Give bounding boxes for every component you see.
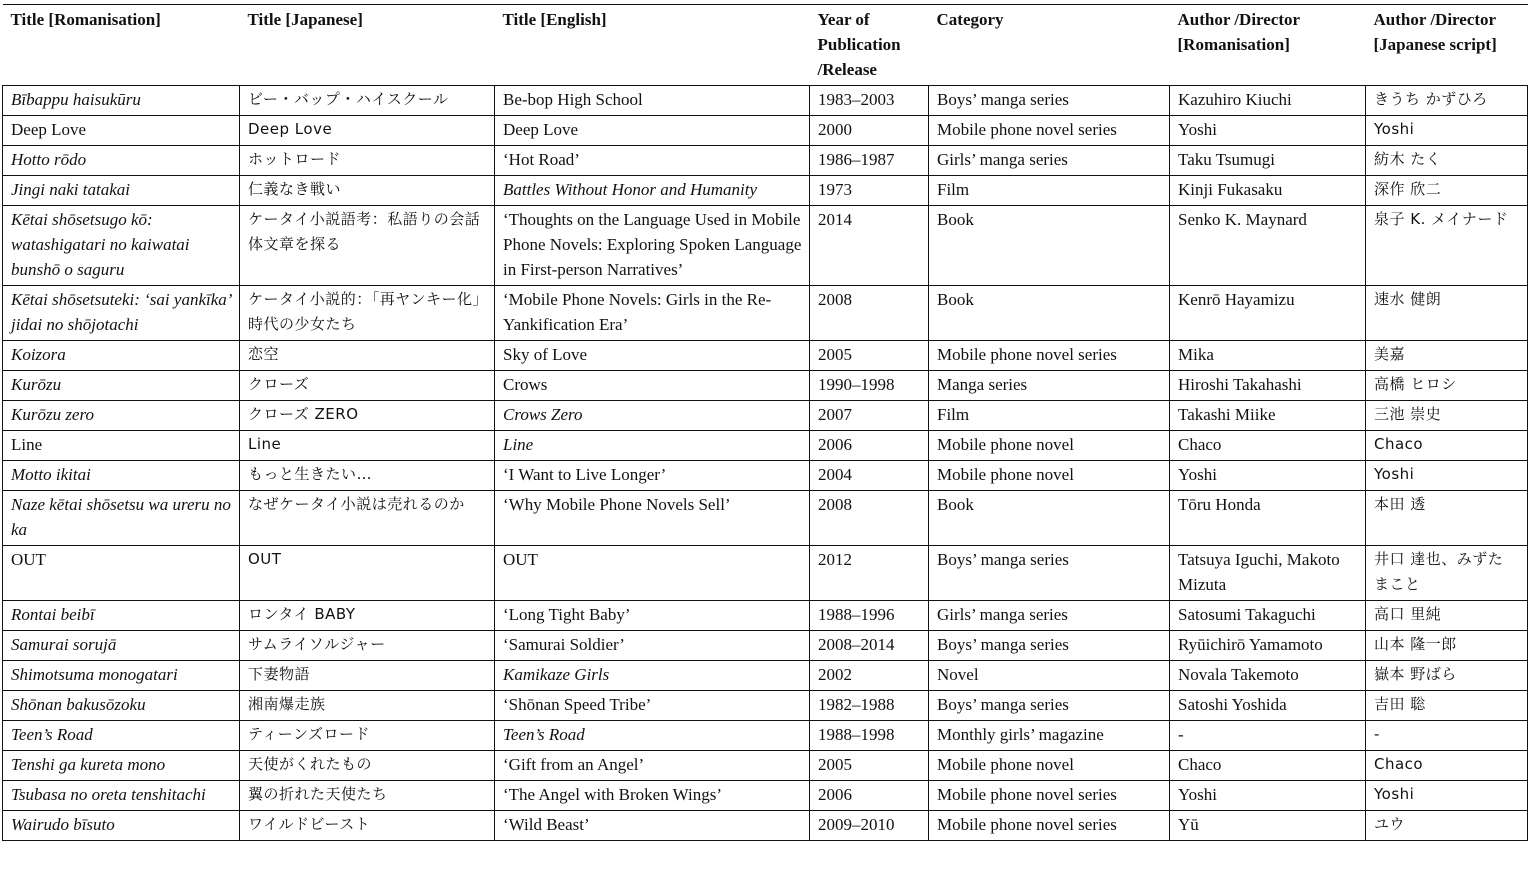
cell-title-english: ‘Wild Beast’ [495,811,810,841]
cell-title-english: Crows Zero [495,401,810,431]
cell-year: 2008–2014 [810,631,929,661]
table-row [3,146,1528,176]
cell-category: Film [929,401,1170,431]
cell-title-english: ‘I Want to Live Longer’ [495,461,810,491]
cell-title-romanisation: Shōnan bakusōzoku [3,691,240,721]
cell-author-japanese: Chaco [1366,751,1528,781]
cell-title-japanese: もっと生きたい… [240,461,495,491]
table-row [3,491,1528,546]
cell-title-japanese: クローズ [240,371,495,401]
cell-title-japanese: ビー・バップ・ハイスクール [240,86,495,116]
table-row [3,631,1528,661]
table-row [3,116,1528,146]
cell-year: 1988–1998 [810,721,929,751]
cell-author-japanese: 吉田 聡 [1366,691,1528,721]
cell-title-japanese: Deep Love [240,116,495,146]
cell-author-romanisation: Kenrō Hayamizu [1170,286,1366,341]
table-row [3,431,1528,461]
cell-title-english: Battles Without Honor and Humanity [495,176,810,206]
cell-title-english: Teen’s Road [495,721,810,751]
cell-author-romanisation: Mika [1170,341,1366,371]
cell-author-japanese: 高橋 ヒロシ [1366,371,1528,401]
table-row [3,401,1528,431]
cell-year: 1982–1988 [810,691,929,721]
cell-year: 2000 [810,116,929,146]
cell-author-japanese: 本田 透 [1366,491,1528,546]
cell-title-english: Line [495,431,810,461]
cell-title-japanese: サムライソルジャー [240,631,495,661]
cell-title-japanese: ロンタイ BABY [240,601,495,631]
cell-category: Monthly girls’ magazine [929,721,1170,751]
cell-category: Book [929,206,1170,286]
cell-title-english: ‘Mobile Phone Novels: Girls in the Re-Yankification Era’ [495,286,810,341]
cell-year: 2008 [810,286,929,341]
cell-year: 1986–1987 [810,146,929,176]
cell-author-romanisation: Yū [1170,811,1366,841]
cell-category: Boys’ manga series [929,546,1170,601]
table-row [3,781,1528,811]
cell-category: Book [929,286,1170,341]
cell-author-japanese: 紡木 たく [1366,146,1528,176]
cell-category: Film [929,176,1170,206]
works-table-container [2,4,1527,841]
cell-author-romanisation: Takashi Miike [1170,401,1366,431]
cell-author-japanese: 井口 達也、みずた まこと [1366,546,1528,601]
cell-category: Novel [929,661,1170,691]
cell-title-romanisation: Samurai sorujā [3,631,240,661]
cell-title-romanisation: Kurōzu zero [3,401,240,431]
cell-author-romanisation: Yoshi [1170,781,1366,811]
cell-title-english: OUT [495,546,810,601]
cell-category: Manga series [929,371,1170,401]
cell-title-english: Deep Love [495,116,810,146]
cell-title-romanisation: Motto ikitai [3,461,240,491]
cell-author-romanisation: Ryūichirō Yamamoto [1170,631,1366,661]
cell-category: Girls’ manga series [929,601,1170,631]
header-category: Category [929,5,1170,86]
cell-author-romanisation: Satoshi Yoshida [1170,691,1366,721]
cell-category: Mobile phone novel [929,431,1170,461]
table-row [3,461,1528,491]
cell-title-english: ‘Why Mobile Phone Novels Sell’ [495,491,810,546]
cell-title-romanisation: Kētai shōsetsugo kō: watashigatari no kaiwatai bunshō o saguru [3,206,240,286]
cell-title-english: ‘Shōnan Speed Tribe’ [495,691,810,721]
cell-year: 2005 [810,751,929,781]
cell-year: 1983–2003 [810,86,929,116]
cell-category: Boys’ manga series [929,86,1170,116]
cell-year: 2005 [810,341,929,371]
cell-year: 2006 [810,431,929,461]
cell-title-japanese: 天使がくれたもの [240,751,495,781]
cell-title-japanese: OUT [240,546,495,601]
cell-title-romanisation: Shimotsuma monogatari [3,661,240,691]
cell-title-romanisation: Jingi naki tatakai [3,176,240,206]
cell-title-english: ‘Hot Road’ [495,146,810,176]
table-row [3,371,1528,401]
cell-year: 2008 [810,491,929,546]
cell-title-japanese: クローズ ZERO [240,401,495,431]
cell-title-japanese: なぜケータイ小説は売れるのか [240,491,495,546]
cell-author-romanisation: Satosumi Takaguchi [1170,601,1366,631]
cell-title-english: ‘The Angel with Broken Wings’ [495,781,810,811]
cell-title-english: ‘Thoughts on the Language Used in Mobile Phone Novels: Exploring Spoken Language in First-person Narratives’ [495,206,810,286]
cell-title-english: ‘Gift from an Angel’ [495,751,810,781]
cell-title-romanisation: Tsubasa no oreta tenshitachi [3,781,240,811]
cell-title-japanese: 下妻物語 [240,661,495,691]
table-row [3,86,1528,116]
cell-year: 1973 [810,176,929,206]
cell-title-romanisation: Rontai beibī [3,601,240,631]
cell-author-japanese: 嶽本 野ばら [1366,661,1528,691]
cell-title-japanese: ティーンズロード [240,721,495,751]
cell-category: Mobile phone novel [929,751,1170,781]
header-title-english: Title [English] [495,5,810,86]
cell-year: 2002 [810,661,929,691]
cell-author-japanese: Yoshi [1366,116,1528,146]
cell-author-romanisation: Taku Tsumugi [1170,146,1366,176]
cell-author-romanisation: Yoshi [1170,461,1366,491]
table-row [3,206,1528,286]
cell-title-japanese: 翼の折れた天使たち [240,781,495,811]
cell-title-romanisation: Kurōzu [3,371,240,401]
cell-title-japanese: ワイルドビースト [240,811,495,841]
cell-title-japanese: ホットロード [240,146,495,176]
cell-title-english: Sky of Love [495,341,810,371]
table-row [3,751,1528,781]
cell-title-romanisation: Teen’s Road [3,721,240,751]
table-row [3,811,1528,841]
table-row [3,176,1528,206]
cell-author-romanisation: Novala Takemoto [1170,661,1366,691]
cell-title-romanisation: Tenshi ga kureta mono [3,751,240,781]
cell-title-english: Kamikaze Girls [495,661,810,691]
cell-category: Mobile phone novel series [929,116,1170,146]
cell-title-romanisation: Line [3,431,240,461]
cell-title-romanisation: Hotto rōdo [3,146,240,176]
cell-author-romanisation: Yoshi [1170,116,1366,146]
cell-title-english: ‘Samurai Soldier’ [495,631,810,661]
cell-author-japanese: 三池 崇史 [1366,401,1528,431]
cell-author-japanese: 美嘉 [1366,341,1528,371]
cell-author-romanisation: Tōru Honda [1170,491,1366,546]
cell-author-romanisation: Chaco [1170,431,1366,461]
cell-title-japanese: 恋空 [240,341,495,371]
cell-category: Boys’ manga series [929,691,1170,721]
cell-author-romanisation: Senko K. Maynard [1170,206,1366,286]
cell-title-english: Be-bop High School [495,86,810,116]
works-table [2,4,1528,841]
cell-title-japanese: Line [240,431,495,461]
cell-category: Mobile phone novel series [929,811,1170,841]
cell-title-japanese: 仁義なき戦い [240,176,495,206]
cell-author-romanisation: - [1170,721,1366,751]
table-body [3,86,1528,841]
cell-category: Mobile phone novel [929,461,1170,491]
cell-year: 1990–1998 [810,371,929,401]
table-row [3,691,1528,721]
cell-year: 2009–2010 [810,811,929,841]
header-author-romanisation: Author /Director [Romanisation] [1170,5,1366,86]
table-row [3,341,1528,371]
cell-year: 2004 [810,461,929,491]
cell-year: 1988–1996 [810,601,929,631]
header-author-japanese: Author /Director [Japanese script] [1366,5,1528,86]
cell-category: Girls’ manga series [929,146,1170,176]
cell-title-japanese: 湘南爆走族 [240,691,495,721]
cell-author-romanisation: Hiroshi Takahashi [1170,371,1366,401]
cell-title-romanisation: Deep Love [3,116,240,146]
cell-title-romanisation: Kētai shōsetsuteki: ‘sai yankīka’ jidai no shōjotachi [3,286,240,341]
cell-year: 2012 [810,546,929,601]
cell-author-japanese: ユウ [1366,811,1528,841]
cell-author-japanese: Yoshi [1366,461,1528,491]
header-year: Year of Publication /Release [810,5,929,86]
header-title-japanese: Title [Japanese] [240,5,495,86]
header-row [3,5,1528,86]
header-title-romanisation: Title [Romanisation] [3,5,240,86]
cell-author-japanese: 深作 欣二 [1366,176,1528,206]
table-row [3,721,1528,751]
cell-title-romanisation: Wairudo bīsuto [3,811,240,841]
cell-author-japanese: 泉子 K. メイナード [1366,206,1528,286]
cell-author-japanese: Chaco [1366,431,1528,461]
cell-author-japanese: 山本 隆一郎 [1366,631,1528,661]
cell-title-english: Crows [495,371,810,401]
cell-year: 2006 [810,781,929,811]
cell-category: Mobile phone novel series [929,341,1170,371]
cell-title-romanisation: Naze kētai shōsetsu wa ureru no ka [3,491,240,546]
cell-author-japanese: 高口 里純 [1366,601,1528,631]
cell-author-japanese: Yoshi [1366,781,1528,811]
cell-author-romanisation: Kinji Fukasaku [1170,176,1366,206]
cell-category: Book [929,491,1170,546]
table-row [3,546,1528,601]
cell-author-romanisation: Chaco [1170,751,1366,781]
cell-author-japanese: 速水 健朗 [1366,286,1528,341]
cell-category: Boys’ manga series [929,631,1170,661]
cell-title-romanisation: OUT [3,546,240,601]
cell-author-romanisation: Kazuhiro Kiuchi [1170,86,1366,116]
cell-title-japanese: ケータイ小説的：「再ヤンキー化」時代の少女たち [240,286,495,341]
cell-title-romanisation: Koizora [3,341,240,371]
table-row [3,661,1528,691]
table-row [3,286,1528,341]
cell-year: 2014 [810,206,929,286]
cell-author-japanese: - [1366,721,1528,751]
cell-category: Mobile phone novel series [929,781,1170,811]
cell-title-romanisation: Bībappu haisukūru [3,86,240,116]
cell-author-romanisation: Tatsuya Iguchi, Makoto Mizuta [1170,546,1366,601]
table-row [3,601,1528,631]
cell-title-english: ‘Long Tight Baby’ [495,601,810,631]
cell-author-japanese: きうち かずひろ [1366,86,1528,116]
cell-year: 2007 [810,401,929,431]
cell-title-japanese: ケータイ小説語考：私語りの会話体文章を探る [240,206,495,286]
